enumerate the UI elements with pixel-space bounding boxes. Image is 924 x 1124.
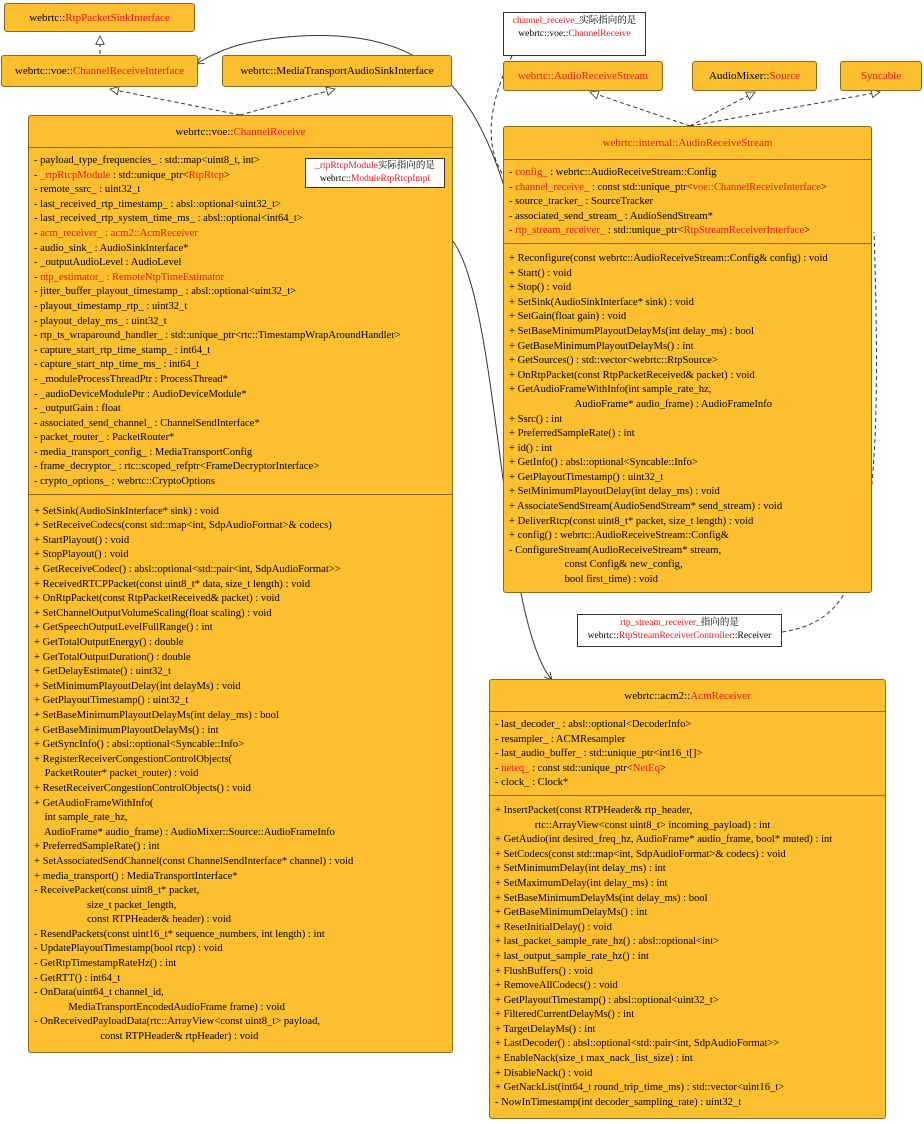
attribute-text: > <box>820 181 827 193</box>
method-line: + SetBaseMinimumPlayoutDelayMs(int delay_ms) : bool <box>509 325 754 337</box>
method-line: + config() : webrtc::AudioReceiveStream::Config& <box>509 530 729 542</box>
method-line: + OnRtpPacket(const RtpPacketReceived& packet) : void <box>34 593 280 605</box>
attribute-line <box>495 733 881 748</box>
attribute-text: : std::unique_ptr< <box>605 225 684 237</box>
highlighted-text: _rtpRtcpModule <box>40 169 111 181</box>
method-line: + GetSources() : std::vector<webrtc::RtpSource> <box>509 355 718 367</box>
attribute-line <box>34 300 448 315</box>
attribute-text: - media_transport_config_ : MediaTransportConfig <box>34 446 253 458</box>
method-line: + InsertPacket(const RTPHeader& rtp_header, <box>495 804 693 816</box>
attribute-text: - crypto_options_ : webrtc::CryptoOptions <box>34 476 215 488</box>
attribute-text: - _audioDeviceModulePtr : AudioDeviceModule* <box>34 388 247 400</box>
method-line: + GetPlayoutTimestamp() : absl::optional<uint32_t> <box>495 994 719 1006</box>
method-line: + media_transport() : MediaTransportInterface* <box>34 870 238 882</box>
method-line: + GetReceiveCodec() : absl::optional<std::pair<int, SdpAudioFormat>> <box>34 564 341 576</box>
method-line: + SetReceiveCodecs(const std::map<int, SdpAudioFormat>& codecs) <box>34 520 332 532</box>
attribute-text: - payload_type_frequencies_ : std::map<uint8_t, int> <box>34 155 260 166</box>
method-line: + GetSyncInfo() : absl::optional<Syncable::Info> <box>34 739 245 751</box>
attribute-line <box>34 212 448 227</box>
method-line: + SetAssociatedSendChannel(const ChannelSendInterface* channel) : void <box>34 855 354 867</box>
attribute-text: - associated_send_channel_ : ChannelSendInterface* <box>34 417 260 429</box>
attribute-text: > <box>659 762 666 774</box>
method-line: + SetGain(float gain) : void <box>509 311 627 323</box>
attribute-text: - _outputGain : float <box>34 403 121 415</box>
attribute-line <box>34 388 448 403</box>
attribute-text: - packet_router_ : PacketRouter* <box>34 432 175 444</box>
method-line: + ResetInitialDelay() : void <box>495 921 612 933</box>
acm-receiver-attributes <box>490 712 885 796</box>
method-line: + GetAudioFrameWithInfo(int sample_rate_hz, <box>509 384 712 396</box>
highlighted-text: NetEq <box>632 762 660 774</box>
method-line: + GetPlayoutTimestamp() : uint32_t <box>509 471 664 483</box>
method-line: + GetInfo() : absl::optional<Syncable::Info> <box>509 457 698 469</box>
method-line: + Start() : void <box>509 267 572 279</box>
realization-channelreceive-to-mediatransport <box>240 89 335 115</box>
channel-receive-attributes <box>29 148 452 495</box>
attribute-line <box>34 358 448 373</box>
attribute-text: - <box>509 167 516 178</box>
attribute-text: : webrtc::AudioReceiveStream::Config <box>547 167 717 178</box>
attribute-text: - last_decoder_ : absl::optional<DecoderInfo> <box>495 719 692 730</box>
attribute-text: - remote_ssrc_ : uint32_t <box>34 184 141 196</box>
method-line: + GetPlayoutTimestamp() : uint32_t <box>34 695 189 707</box>
attribute-line <box>509 195 867 210</box>
audio-receive-stream-interface-box[interactable] <box>503 61 663 91</box>
attribute-text: - frame_decryptor_ : rtc::scoped_refptr<FrameDecryptorInterface> <box>34 461 320 473</box>
rtp-packet-sink-interface-box[interactable] <box>4 3 195 32</box>
method-line: + ReceivedRTCPPacket(const uint8_t* data, size_t length) : void <box>34 578 311 590</box>
acm-receiver-class[interactable] <box>489 679 886 1119</box>
realization-ars-to-syncable <box>690 92 880 126</box>
attribute-text: - _outputAudioLevel : AudioLevel <box>34 257 182 269</box>
attribute-line <box>509 224 867 239</box>
audio-mixer-source-title: AudioMixer::Source <box>708 70 801 82</box>
attribute-text: - playout_timestamp_rtp_ : uint32_t <box>34 300 188 312</box>
method-line: + GetBaseMinimumPlayoutDelayMs() : int <box>509 340 694 352</box>
realization-channelreceive-to-interface <box>110 89 240 115</box>
method-line: + id() : int <box>509 442 553 454</box>
audio-receive-stream-interface-title: webrtc::AudioReceiveStream <box>517 70 649 82</box>
attribute-line <box>34 460 448 475</box>
internal-audio-receive-stream-methods <box>504 244 871 590</box>
method-line: + TargetDelayMs() : int <box>495 1023 596 1035</box>
method-line: + RemoveAllCodecs() : void <box>495 980 618 992</box>
attribute-text: - clock_ : Clock* <box>495 777 569 789</box>
attribute-text: - <box>509 225 516 237</box>
method-line: + SetMinimumPlayoutDelay(int delayMs) : void <box>34 680 241 692</box>
highlighted-text: voe::ChannelReceiveInterface <box>692 181 821 193</box>
attribute-line <box>495 747 881 762</box>
attribute-line <box>34 271 448 286</box>
attribute-line <box>34 285 448 300</box>
method-line: + ResetReceiverCongestionControlObjects() : void <box>34 782 251 794</box>
attribute-line <box>34 417 448 432</box>
attribute-text: > <box>804 225 811 237</box>
media-transport-audio-sink-interface-title: webrtc::MediaTransportAudioSinkInterface <box>240 65 434 77</box>
method-line: MediaTransportEncodedAudioFrame frame) : void <box>34 1001 285 1013</box>
method-line: + StartPlayout() : void <box>34 534 130 546</box>
channel-receive-header <box>29 116 452 148</box>
media-transport-audio-sink-interface-box[interactable] <box>222 55 452 87</box>
method-line: + GetAudioFrameWithInfo( <box>34 797 154 809</box>
method-line: + Stop() : void <box>509 282 572 294</box>
attribute-line <box>34 315 448 330</box>
method-line: const Config& new_config, <box>509 559 683 571</box>
attribute-text: - <box>34 169 41 181</box>
method-line: - ResendPackets(const uint16_t* sequence_numbers, int length) : int <box>34 928 325 940</box>
attribute-text: - <box>509 181 516 193</box>
method-line: AudioFrame* audio_frame) : AudioFrameInfo <box>509 398 773 410</box>
internal-audio-receive-stream-title: webrtc::internal::AudioReceiveStream <box>602 137 773 149</box>
note-rtp-stream-receiver: rtp_stream_receiver_指向的是 webrtc::RtpStreamReceiverController::Receiver <box>577 614 782 647</box>
attribute-text: - jitter_buffer_playout_timestamp_ : absl::optional<uint32_t> <box>34 286 297 298</box>
attribute-text: - last_received_rtp_timestamp_ : absl::optional<uint32_t> <box>34 198 282 210</box>
method-line: + SetBaseMinimumDelayMs(int delay_ms) : bool <box>495 892 708 904</box>
method-line: + SetMinimumDelay(int delay_ms) : int <box>495 863 666 875</box>
attribute-text: - <box>495 762 502 774</box>
highlighted-text: RtpRtcp <box>188 169 224 181</box>
method-line: + EnableNack(size_t max_nack_list_size) : int <box>495 1053 693 1065</box>
highlighted-text: config_ <box>515 167 548 178</box>
attribute-line <box>34 329 448 344</box>
method-line: - NowInTimestamp(int decoder_sampling_rate) : uint32_t <box>495 1096 742 1108</box>
method-line: AudioFrame* audio_frame) : AudioMixer::Source::AudioFrameInfo <box>34 826 335 838</box>
method-line: - GetRtpTimestampRateHz() : int <box>34 958 177 970</box>
highlighted-text: RtpStreamReceiverInterface <box>683 225 805 237</box>
attribute-line <box>34 198 448 213</box>
method-line: + GetDelayEstimate() : uint32_t <box>34 666 171 678</box>
method-line: + GetTotalOutputEnergy() : double <box>34 637 184 648</box>
method-line: + SetSink(AudioSinkInterface* sink) : void <box>34 505 219 517</box>
method-line: - OnReceivedPayloadData(rtc::ArrayView<const uint8_t> payload, <box>34 1016 321 1028</box>
note-channel-receive: channel_receive_实际指向的是 webrtc::voe::ChannelReceive <box>503 12 646 56</box>
method-line: + Reconfigure(const webrtc::AudioReceiveStream::Config& config) : void <box>509 252 828 264</box>
method-line: rtc::ArrayView<const uint8_t> incoming_payload) : int <box>495 819 771 831</box>
method-line: + GetBaseMinimumPlayoutDelayMs() : int <box>34 724 219 736</box>
attribute-line <box>509 210 867 225</box>
internal-audio-receive-stream-class[interactable] <box>503 126 872 593</box>
method-line: - ConfigureStream(AudioReceiveStream* stream, <box>509 544 722 556</box>
attribute-text: - <box>34 271 41 283</box>
attribute-line <box>34 242 448 257</box>
method-line: + GetAudio(int desired_freq_hz, AudioFrame* audio_frame, bool* muted) : int <box>495 834 833 846</box>
attribute-line <box>34 344 448 359</box>
attribute-text: - <box>34 227 41 239</box>
method-line: + RegisterReceiverCongestionControlObjects( <box>34 753 233 765</box>
realization-ars-to-mixersource <box>690 92 755 126</box>
attribute-text: - audio_sink_ : AudioSinkInterface* <box>34 242 189 254</box>
attribute-line <box>509 181 867 196</box>
channel-receive-interface-box[interactable] <box>1 55 198 87</box>
highlighted-text: acm_receiver_ : acm2::AcmReceiver <box>40 227 198 239</box>
channel-receive-class[interactable] <box>28 115 453 1053</box>
attribute-text: : const std::unique_ptr< <box>589 181 693 193</box>
attribute-text: : std::unique_ptr< <box>110 169 189 181</box>
method-line: + FlushBuffers() : void <box>495 965 593 977</box>
attribute-line <box>34 256 448 271</box>
method-line: + StopPlayout() : void <box>34 549 129 561</box>
method-line: size_t packet_length, <box>34 899 177 911</box>
method-line: + Ssrc() : int <box>509 413 563 425</box>
channel-receive-interface-title: webrtc::voe::ChannelReceiveInterface <box>14 65 185 77</box>
internal-audio-receive-stream-attributes <box>504 160 871 244</box>
method-line: - ReceivePacket(const uint8_t* packet, <box>34 885 200 897</box>
method-line: + DeliverRtcp(const uint8_t* packet, size_t length) : void <box>509 515 754 527</box>
method-line: + GetNackList(int64_t round_trip_time_ms) : std::vector<uint16_t> <box>495 1082 785 1094</box>
attribute-text: - last_audio_buffer_ : std::unique_ptr<int16_t[]> <box>495 748 703 760</box>
attribute-line <box>34 402 448 417</box>
channel-receive-methods <box>29 495 452 1047</box>
method-line: int sample_rate_hz, <box>34 812 128 824</box>
method-line: - OnData(uint64_t channel_id, <box>34 987 164 999</box>
audio-mixer-source-box[interactable] <box>692 61 817 91</box>
acm-receiver-methods <box>490 796 885 1112</box>
attribute-text: - last_received_rtp_system_time_ms_ : absl::optional<int64_t> <box>34 213 303 225</box>
syncable-box[interactable] <box>840 61 922 91</box>
attribute-text: - _moduleProcessThreadPtr : ProcessThread* <box>34 373 228 385</box>
attribute-line <box>34 431 448 446</box>
attribute-line <box>34 227 448 242</box>
realization-ars-to-audioreceivestream <box>590 92 690 126</box>
method-line: PacketRouter* packet_router) : void <box>34 768 199 780</box>
method-line: + last_output_sample_rate_hz() : int <box>495 950 649 962</box>
method-line: + FilteredCurrentDelayMs() : int <box>495 1009 635 1021</box>
method-line: + SetSink(AudioSinkInterface* sink) : void <box>509 296 694 308</box>
method-line: + SetMaximumDelay(int delay_ms) : int <box>495 877 668 889</box>
method-line: + AssociateSendStream(AudioSendStream* send_stream) : void <box>509 501 783 513</box>
attribute-text: - capture_start_ntp_time_ms_ : int64_t <box>34 359 200 371</box>
attribute-line <box>34 446 448 461</box>
method-line: + GetSpeechOutputLevelFullRange() : int <box>34 622 213 634</box>
highlighted-text: neteq_ <box>501 762 530 774</box>
method-line: + DisableNack() : void <box>495 1067 593 1079</box>
attribute-text: - associated_send_stream_ : AudioSendStream* <box>509 210 713 222</box>
attribute-text: - resampler_ : ACMResampler <box>495 733 626 745</box>
attribute-text: - capture_start_rtp_time_stamp_ : int64_t <box>34 344 211 356</box>
method-line: + GetTotalOutputDuration() : double <box>34 651 191 663</box>
internal-audio-receive-stream-header <box>504 127 871 160</box>
method-line: + SetMinimumPlayoutDelay(int delay_ms) : void <box>509 486 720 498</box>
method-line: const RTPHeader& rtpHeader) : void <box>34 1031 259 1043</box>
attribute-line <box>34 373 448 388</box>
rtp-packet-sink-interface-title: webrtc::RtpPacketSinkInterface <box>29 11 170 24</box>
attribute-text: - playout_delay_ms_ : uint32_t <box>34 315 167 327</box>
channel-receive-title: webrtc::voe::ChannelReceive <box>175 125 306 138</box>
attribute-text: - rtp_ts_wraparound_handler_ : std::unique_ptr<rtc::TimestampWrapAroundHandler> <box>34 330 401 342</box>
attribute-line <box>34 475 448 490</box>
method-line: + LastDecoder() : absl::optional<std::pair<int, SdpAudioFormat>> <box>495 1038 780 1050</box>
attribute-line <box>509 166 867 181</box>
attribute-line <box>495 762 881 777</box>
highlighted-text: rtp_stream_receiver_ <box>515 225 606 237</box>
method-line: + SetBaseMinimumPlayoutDelayMs(int delay_ms) : bool <box>34 709 279 721</box>
method-line: + GetBaseMinimumDelayMs() : int <box>495 907 648 919</box>
attribute-text: : const std::unique_ptr< <box>529 762 633 774</box>
method-line: + PreferredSampleRate() : int <box>509 428 635 440</box>
note-rtp-rtcp-module: _rtpRtcpModule实际指向的是 webrtc::ModuleRtpRtcpImpl <box>305 158 445 188</box>
method-line: - UpdatePlayoutTimestamp(bool rtcp) : void <box>34 943 223 955</box>
syncable-title: Syncable <box>860 70 902 82</box>
acm-receiver-title: webrtc::acm2::AcmReceiver <box>624 689 751 702</box>
attribute-text: > <box>223 169 230 181</box>
attribute-text: - source_tracker_ : SourceTracker <box>509 196 654 208</box>
method-line: const RTPHeader& header) : void <box>34 914 232 926</box>
attribute-line <box>495 718 881 733</box>
method-line: + SetCodecs(const std::map<int, SdpAudioFormat>& codecs) : void <box>495 848 786 860</box>
method-line: + PreferredSampleRate() : int <box>34 841 160 853</box>
highlighted-text: ntp_estimator_ : RemoteNtpTimeEstimator <box>40 271 224 283</box>
method-line: - GetRTT() : int64_t <box>34 972 121 984</box>
method-line: bool first_time) : void <box>509 574 658 586</box>
attribute-line <box>495 776 881 791</box>
method-line: + last_packet_sample_rate_hz() : absl::optional<int> <box>495 936 720 948</box>
method-line: + SetChannelOutputVolumeScaling(float scaling) : void <box>34 607 272 619</box>
acm-receiver-header <box>490 680 885 712</box>
method-line: + OnRtpPacket(const RtpPacketReceived& packet) : void <box>509 369 755 381</box>
highlighted-text: channel_receive_ <box>515 181 590 193</box>
